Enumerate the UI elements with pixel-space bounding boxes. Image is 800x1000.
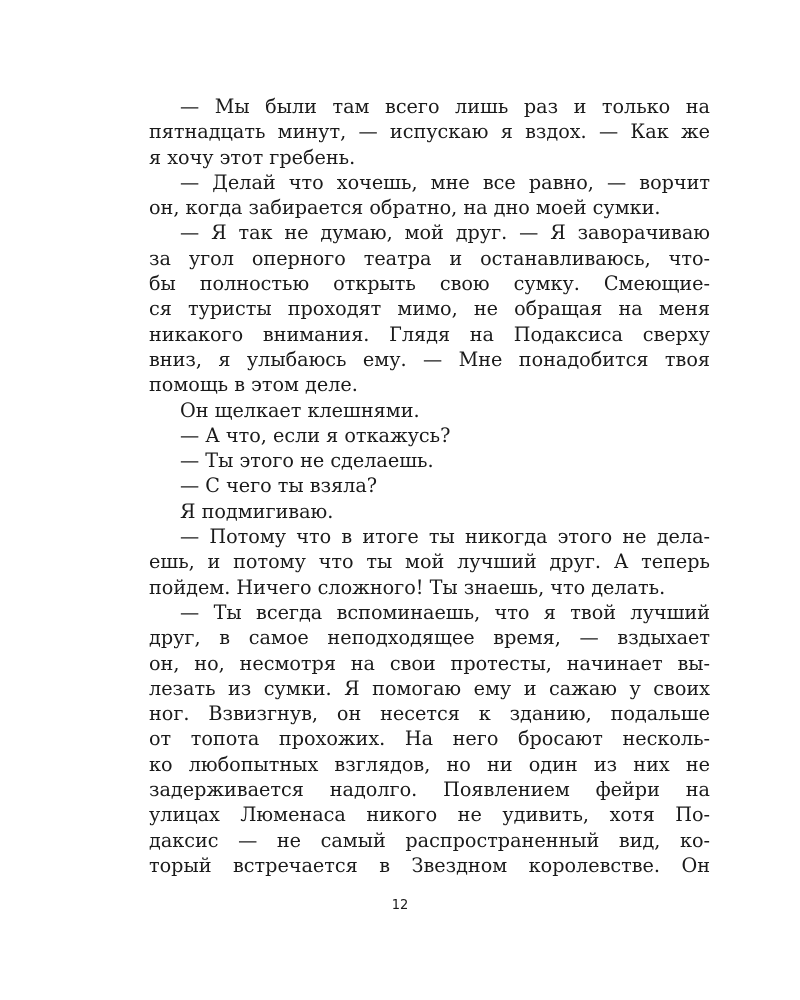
- text-line: торый встречается в Звездном королевстве. Он: [149, 853, 710, 877]
- text-line: ся туристы проходят мимо, не обращая на меня: [149, 297, 710, 321]
- text-line: Я подмигиваю.: [180, 499, 334, 523]
- text-line: — Я так не думаю, мой друг. — Я заворачиваю: [180, 221, 710, 245]
- text-line: — С чего ты взяла?: [180, 474, 378, 498]
- text-line: даксис — не самый распространенный вид, ко-: [149, 828, 710, 852]
- text-line: — Ты этого не сделаешь.: [180, 449, 434, 473]
- text-line: ног. Взвизгнув, он несется к зданию, подальше: [149, 702, 710, 726]
- text-line: пятнадцать минут, — испускаю я вздох. — Как же: [149, 120, 710, 144]
- body-text: [149, 94, 710, 878]
- text-line: друг, в самое неподходящее время, — вздыхает: [149, 626, 710, 650]
- text-line: он, когда забирается обратно, на дно моей сумки.: [149, 196, 661, 220]
- text-line: ко любопытных взглядов, но ни один из них не: [149, 752, 710, 776]
- text-line: лезать из сумки. Я помогаю ему и сажаю у своих: [149, 676, 710, 700]
- text-line: задерживается надолго. Появлением фейри на: [149, 778, 710, 802]
- text-line: пойдем. Ничего сложного! Ты знаешь, что делать.: [149, 575, 666, 599]
- text-line: улицах Люменаса никого не удивить, хотя По-: [149, 803, 710, 827]
- text-line: за угол оперного театра и останавливаюсь, что-: [149, 246, 710, 270]
- text-line: бы полностью открыть свою сумку. Смеющие-: [149, 272, 710, 296]
- text-line: от топота прохожих. На него бросают несколь-: [149, 727, 710, 751]
- text-line: вниз, я улыбаюсь ему. — Мне понадобится твоя: [149, 347, 710, 371]
- page-number: 12: [391, 898, 409, 913]
- text-line: он, но, несмотря на свои протесты, начинает вы-: [149, 651, 710, 675]
- text-line: никакого внимания. Глядя на Подаксиса сверху: [149, 322, 710, 346]
- text-line: Он щелкает клешнями.: [180, 398, 420, 422]
- text-line: я хочу этот гребень.: [149, 145, 356, 169]
- text-line: — Делай что хочешь, мне все равно, — ворчит: [180, 170, 710, 194]
- text-line: — Потому что в итоге ты никогда этого не дела-: [180, 525, 710, 549]
- text-line: — Ты всегда вспоминаешь, что я твой лучший: [180, 600, 710, 624]
- text-line: помощь в этом деле.: [149, 373, 358, 397]
- text-line: ешь, и потому что ты мой лучший друг. А теперь: [149, 550, 710, 574]
- text-line: — Мы были там всего лишь раз и только на: [180, 95, 710, 118]
- text-line: — А что, если я откажусь?: [180, 423, 451, 447]
